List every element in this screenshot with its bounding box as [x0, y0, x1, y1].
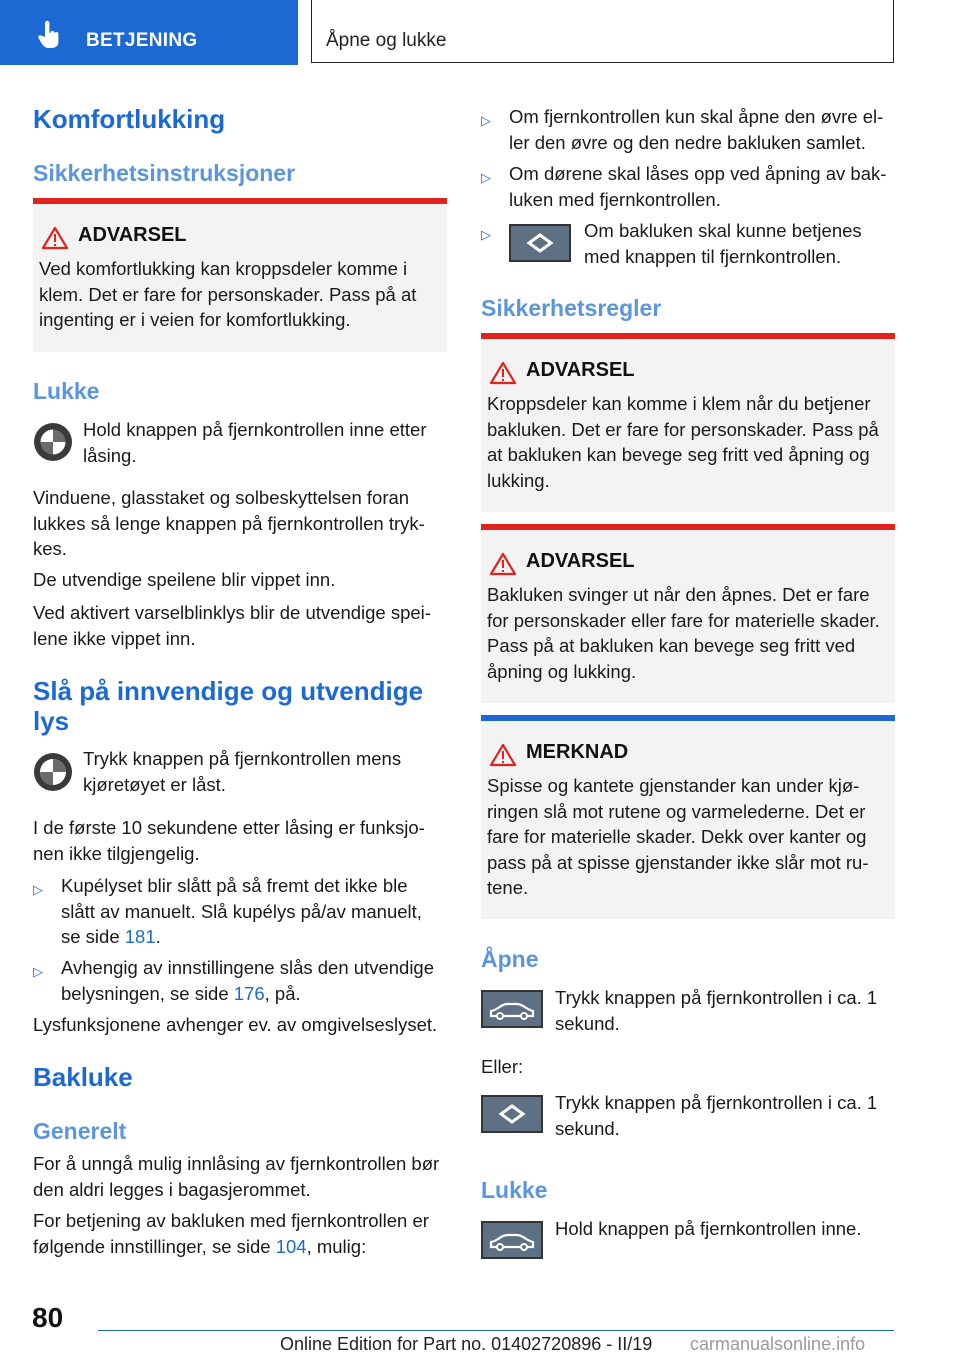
warning-title: ADVARSEL — [78, 224, 187, 246]
apne2-text: Trykk knappen på fjernkontrollen i ca. 1 sekund. — [555, 1092, 878, 1139]
tailgate-button-icon — [509, 224, 571, 262]
heading-lukke-bakluke: Lukke — [481, 1177, 548, 1203]
paragraph: Eller: — [481, 1056, 524, 1077]
paragraph: Ved aktivert varselblinklys blir de utvendige speilene ikke vippet inn. — [33, 602, 431, 649]
bullet-arrow-icon: ▷ — [481, 170, 491, 185]
heading-bakluke: Bakluke — [33, 1062, 133, 1092]
note-text: Spisse og kantete gjenstander kan under kjøringen slå mot rutene og varmelederne. Det er fare for materielle skader. Dekk over kanter og pass på at spisse gjenstander ikke slår mot rutene. — [487, 775, 869, 898]
page-title-box — [311, 0, 894, 63]
heading-sikkerhetsregler: Sikkerhetsregler — [481, 295, 662, 321]
bullet-arrow-icon: ▷ — [33, 964, 43, 979]
paragraph: Lysfunksjonene avhenger ev. av omgivelseslyset. — [33, 1014, 438, 1035]
bullet-arrow-icon: ▷ — [33, 882, 43, 897]
warning-box-komfort — [33, 198, 447, 352]
warning-bar — [481, 524, 895, 530]
footer-edition: Online Edition for Part no. 01402720896 - II/19 — [280, 1334, 653, 1354]
warning-box-regler-1 — [481, 333, 895, 512]
warning-triangle-icon — [489, 552, 517, 576]
heading-komfortlukking: Komfortlukking — [33, 104, 226, 134]
trunk-close-button-icon — [481, 1221, 543, 1259]
heading-lukke: Lukke — [33, 378, 100, 404]
apne-text: Trykk knappen på fjernkontrollen i ca. 1 sekund. — [555, 987, 878, 1034]
footer-divider — [98, 1330, 894, 1331]
warning-bar — [481, 333, 895, 339]
heading-generelt: Generelt — [33, 1118, 127, 1144]
warning-text: Ved komfortlukking kan kroppsdeler komme i klem. Det er fare for personskader. Pass på at ingenting er i veien for komfortlukking. — [39, 258, 417, 330]
warning-triangle-icon — [489, 361, 517, 385]
lys-text: Trykk knappen på fjernkontrollen mens kjøretøyet er låst. — [83, 748, 402, 795]
tailgate-button-icon — [481, 1095, 543, 1133]
section-tab — [0, 0, 298, 65]
warning-text: Kroppsdeler kan komme i klem når du betjener bakluken. Det er fare for personskader. Pass på at bakluken kan bevege seg fritt ved åpning og lukking. — [487, 393, 879, 491]
lukke-text: Hold knappen på fjernkontrollen inne etter låsing. — [83, 419, 427, 466]
bullet-arrow-icon: ▷ — [481, 227, 491, 242]
paragraph: For betjening av bakluken med fjernkontrollen er følgende innstillinger, se side 104, mulig: — [33, 1210, 429, 1257]
bmw-roundel-icon — [33, 422, 73, 462]
section-label: BETJENING — [86, 30, 198, 51]
bullet-arrow-icon: ▷ — [481, 113, 491, 128]
trunk-open-button-icon — [481, 990, 543, 1028]
note-title: MERKNAD — [526, 741, 629, 763]
warning-box-regler-2 — [481, 524, 895, 703]
page-link[interactable]: 176 — [233, 982, 265, 1004]
warning-triangle-icon — [489, 743, 517, 767]
watermark: carmanualsonline.info — [690, 1334, 866, 1354]
heading-apne: Åpne — [481, 946, 539, 972]
lukke2-text: Hold knappen på fjernkontrollen inne. — [555, 1218, 862, 1239]
page-link[interactable]: 181 — [124, 926, 156, 947]
page-number: 80 — [32, 1302, 64, 1333]
warning-title: ADVARSEL — [526, 550, 635, 572]
heading-lys: Slå på innvendige og utvendige lys — [33, 676, 424, 736]
warning-title: ADVARSEL — [526, 359, 635, 381]
bmw-roundel-icon — [33, 752, 73, 792]
warning-triangle-icon — [41, 226, 69, 250]
warning-bar — [33, 198, 447, 204]
note-bar — [481, 715, 895, 721]
page-title: Åpne og lukke — [326, 30, 447, 51]
page-link[interactable]: 104 — [275, 1235, 307, 1257]
note-box — [481, 715, 895, 919]
hand-icon — [34, 20, 64, 50]
paragraph: I de første 10 sekundene etter låsing er funksjonen ikke tilgjengelig. — [33, 817, 425, 864]
heading-sikkerhetsinstruksjoner: Sikkerhetsinstruksjoner — [33, 160, 296, 186]
paragraph: For å unngå mulig innlåsing av fjernkontrollen bør den aldri legges i bagasjerommet. — [33, 1153, 440, 1200]
paragraph: Vinduene, glasstaket og solbeskyttelsen foran lukkes så lenge knappen på fjernkontrollen trykkes. — [33, 487, 425, 559]
paragraph: De utvendige speilene blir vippet inn. — [33, 569, 336, 590]
warning-text: Bakluken svinger ut når den åpnes. Det er fare for personskader eller fare for materielle skader. Pass på at bakluken kan bevege seg fritt ved åpning og lukking. — [487, 584, 880, 682]
